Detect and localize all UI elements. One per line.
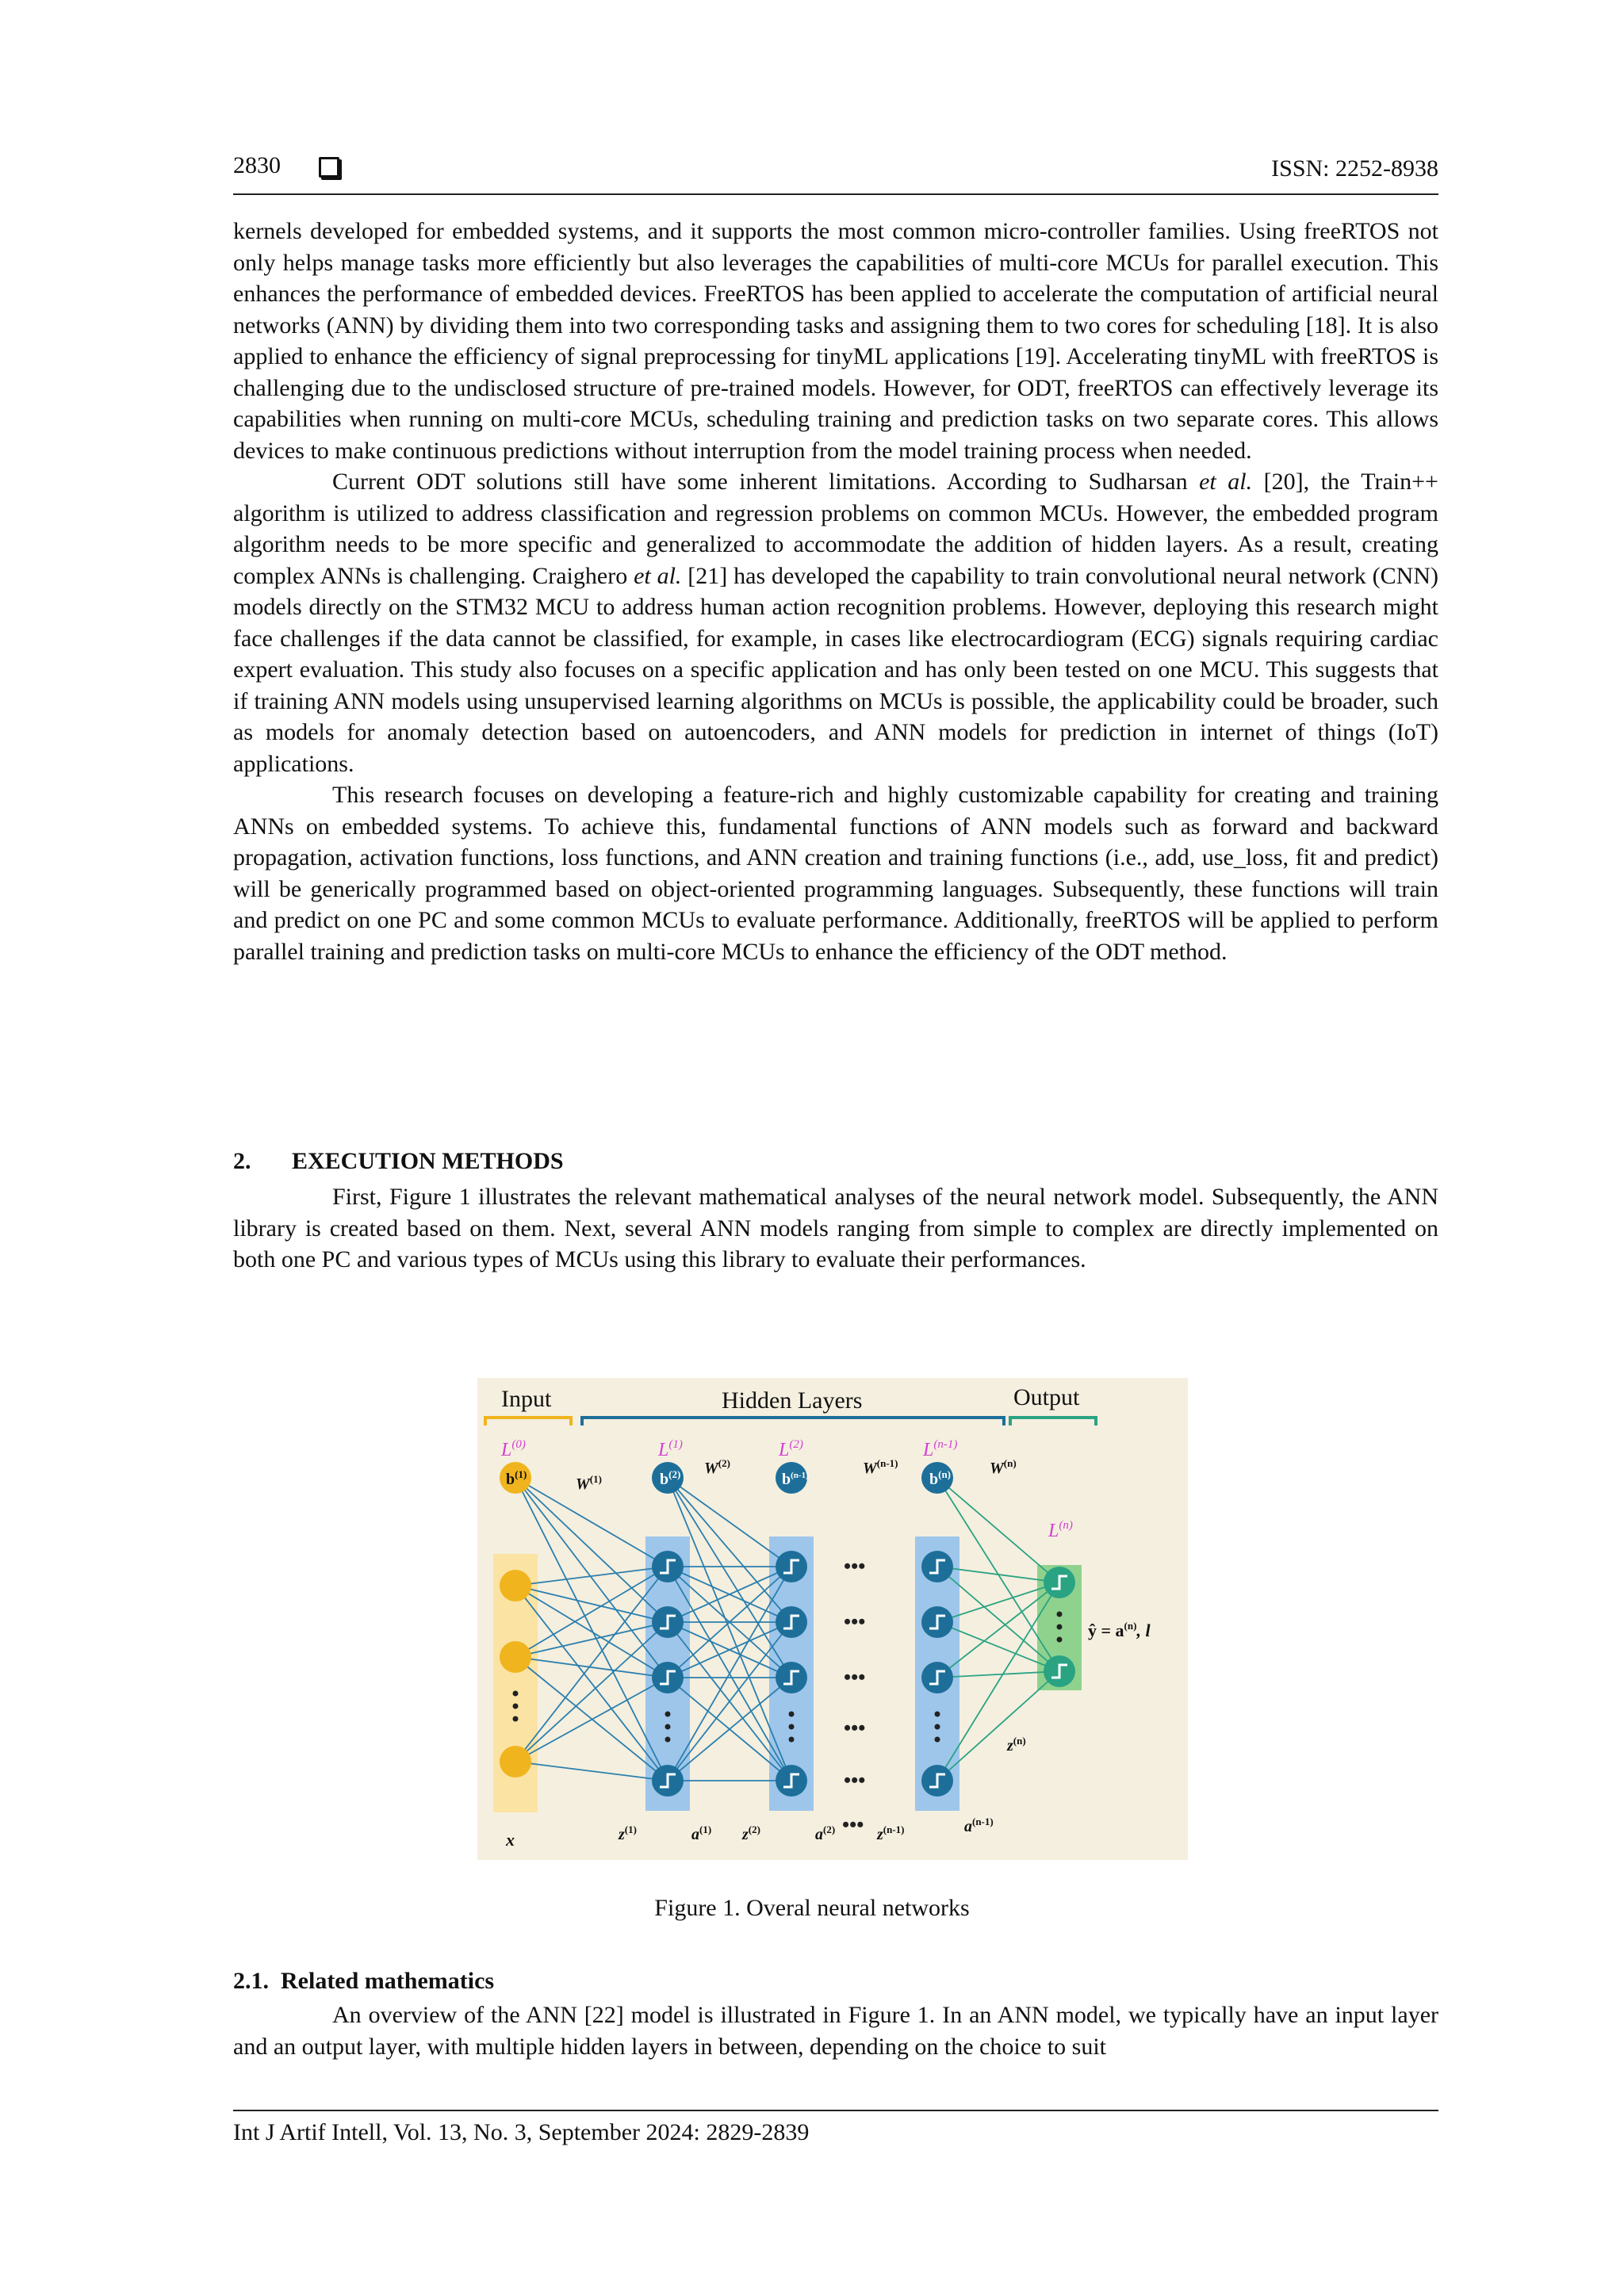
bias-label-2: $b^{(2)}$ <box>660 1468 681 1488</box>
hidden-bracket <box>582 1418 1004 1425</box>
output-equation: ŷ = $a^{(n)}$, l <box>1088 1620 1151 1640</box>
section-2-1-title: Related mathematics <box>281 1968 495 1994</box>
z-label-1: $z^{(1)}$ <box>619 1823 637 1843</box>
weight-label-n1: $W^{(n-1)}$ <box>863 1457 898 1477</box>
layer-label-2: $L^{(2)}$ <box>779 1438 803 1460</box>
paragraph-2-etal-2: et al. <box>634 562 682 589</box>
paragraph-2-etal-1: et al. <box>1199 469 1253 495</box>
square-bullet-icon <box>319 157 339 178</box>
paragraph-4: First, Figure 1 illustrates the relevant mathematical analyses of the neural network model. Subsequently, the ANN library is created based on them. Next, several ANN models ranging from simple to complex are directly implemented on both one PC and various types of MCUs using this library to evaluate their performances. <box>233 1184 1438 1272</box>
neural-network-diagram <box>477 1378 1188 1860</box>
journal-citation: Int J Artif Intell, Vol. 13, No. 3, September 2024: 2829-2839 <box>233 2119 810 2145</box>
output-bracket <box>1010 1418 1096 1425</box>
weight-label-1: $W^{(1)}$ <box>576 1473 602 1493</box>
section-2-heading <box>233 1148 564 1175</box>
input-x-label: x <box>506 1830 515 1850</box>
z-label-2: $z^{(2)}$ <box>742 1823 760 1843</box>
a-label-n1: $a^{(n-1)}$ <box>964 1816 994 1835</box>
paragraph-2-part-c: [21] has developed the capability to train convolutional neural network (CNN) models directly on the STM32 MCU to address human action recognition problems. However, deploying this research might face challenges if the data cannot be classified, for example, in cases like electrocardiogram (ECG) signals requiring cardiac expert evaluation. This study also focuses on a specific application and has only been tested on one MCU. This suggests that if training ANN models using unsupervised learning algorithms on MCUs is possible, the applicability could be broader, such as models for anomaly detection based on autoencoders, and ANN models for prediction in internet of things (IoT) applications. <box>233 562 1438 777</box>
layer-label-n1: $L^{(n-1)}$ <box>923 1438 958 1460</box>
paragraph-3: This research focuses on developing a feature-rich and highly customizable capability for creating and training ANNs on embedded systems. To achieve this, fundamental functions of ANN models such as forward and backward propagation, activation functions, loss functions, and ANN creation and training functions (i.e., add, use_loss, fit and predict) will be generically programmed based on object-oriented programming languages. Subsequently, these functions will train and predict on one PC and some common MCUs to evaluate performance. Additionally, freeRTOS will be applied to perform parallel training and prediction tasks on multi-core MCUs to enhance the efficiency of the ODT method. <box>233 782 1438 965</box>
hidden-layers-label: Hidden Layers <box>722 1387 863 1414</box>
output-label: Output <box>1013 1384 1080 1410</box>
z-label-n1: $z^{(n-1)}$ <box>877 1823 905 1843</box>
layer-label-n: $L^{(n)}$ <box>1048 1519 1073 1541</box>
input-node <box>500 1570 531 1601</box>
input-bracket <box>485 1418 571 1425</box>
figure-1 <box>477 1378 1188 1860</box>
section-2-title: EXECUTION METHODS <box>292 1148 564 1174</box>
section-2-text <box>233 1181 1438 1276</box>
page-header <box>233 152 1438 195</box>
bottom-ellipsis: ••• <box>842 1813 864 1836</box>
input-ellipsis <box>513 1691 519 1722</box>
svg-text:•••: ••• <box>844 1555 866 1578</box>
layer-ellipsis-columns <box>844 1555 865 1792</box>
section-2-number: 2. <box>233 1148 251 1174</box>
weights-input-hidden1 <box>515 1478 668 1781</box>
section-2-1-number: 2.1. <box>233 1968 269 1994</box>
weight-label-2: $W^{(2)}$ <box>704 1457 730 1477</box>
bias-label-n: $b^{(n)}$ <box>929 1468 952 1488</box>
figure-caption: Figure 1. Overal neural networks <box>654 1895 970 1921</box>
bias-label-n1: $b^{(n-1)}$ <box>782 1471 809 1488</box>
bias-label-1: $b^{(1)}$ <box>506 1468 527 1488</box>
section-2-1-text <box>233 1999 1438 2062</box>
svg-text:•••: ••• <box>844 1666 866 1689</box>
input-node <box>500 1641 531 1673</box>
page-footer <box>233 2110 1438 2146</box>
svg-text:•••: ••• <box>844 1769 866 1792</box>
section-2-1-heading <box>233 1968 494 1995</box>
input-label: Input <box>501 1386 552 1412</box>
layer-label-1: $L^{(1)}$ <box>658 1438 683 1460</box>
intro-text-block <box>233 216 1438 967</box>
layer-label-0: $L^{(0)}$ <box>501 1438 526 1460</box>
paragraph-5: An overview of the ANN [22] model is illustrated in Figure 1. In an ANN model, we typically have an input layer and an output layer, with multiple hidden layers in between, depending on the choice to suit <box>233 2002 1438 2060</box>
z-label-n: $z^{(n)}$ <box>1007 1735 1026 1755</box>
issn-label: ISSN: 2252-8938 <box>1271 155 1438 182</box>
paragraph-1: kernels developed for embedded systems, and it supports the most common micro-controller families. Using freeRTOS not only helps manage tasks more efficiently but also leverages the capabilities of multi-core MCUs for parallel execution. This enhances the performance of embedded devices. FreeRTOS has been applied to accelerate the computation of artificial neural networks (ANN) by dividing them into two corresponding tasks and assigning them to two cores for scheduling [18]. It is also applied to enhance the efficiency of signal preprocessing for tinyML applications [19]. Accelerating tinyML with freeRTOS is challenging due to the undisclosed structure of pre-trained models. However, for ODT, freeRTOS can effectively leverage its capabilities when running on multi-core MCUs, scheduling training and prediction tasks on two separate cores. This allows devices to make continuous predictions without interruption from the model training process when needed. <box>233 218 1438 464</box>
page-number: 2830 <box>233 152 281 178</box>
weight-label-n: $W^{(n)}$ <box>990 1457 1017 1477</box>
paragraph-2-part-a: Current ODT solutions still have some inherent limitations. According to Sudharsan <box>332 469 1200 495</box>
a-label-2: $a^{(2)}$ <box>815 1823 836 1843</box>
paragraph-2-part-b: [20], the Train++ algorithm is utilized to address classification and regression problems on common MCUs. However, the embedded program algorithm needs to be more specific and generalized to accommodate the addition of hidden layers. As a result, creating complex ANNs is challenging. Craighero <box>233 469 1438 589</box>
a-label-1: $a^{(1)}$ <box>691 1823 712 1843</box>
svg-text:•••: ••• <box>844 1610 866 1633</box>
paragraph-2 <box>233 466 1438 779</box>
input-node <box>500 1746 531 1777</box>
svg-text:•••: ••• <box>844 1716 866 1739</box>
